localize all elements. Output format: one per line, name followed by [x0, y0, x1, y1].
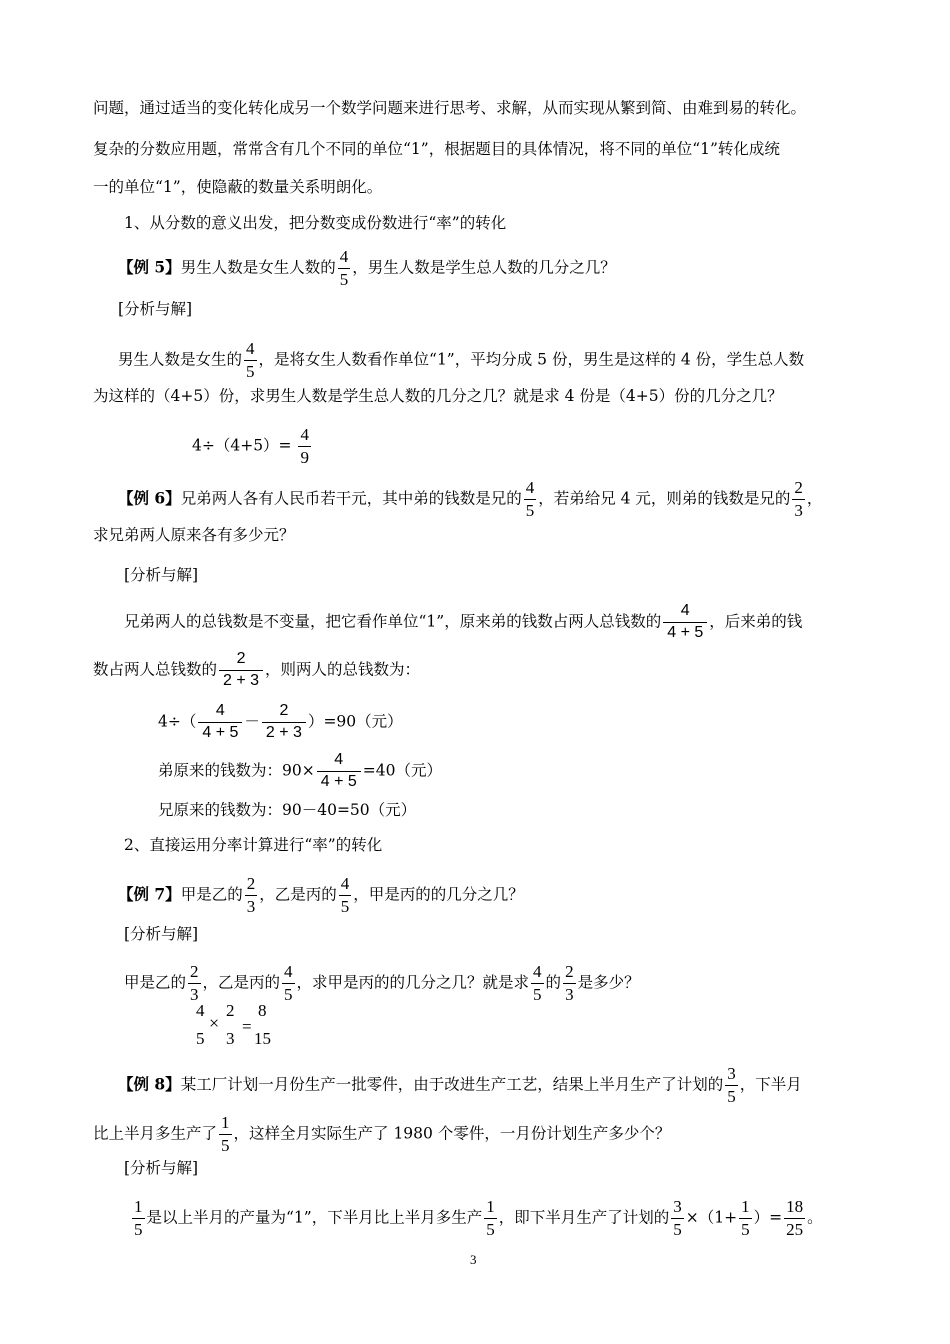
example-5-analysis-line-1: 男生人数是女生的 $\frac{4}{5}$ ，是将女生人数看作单位“1”，平均分成 5 份，男生是这样的 4 份，学生总人数 — [118, 339, 805, 381]
intro-line-3: 一的单位“1”，使隐蔽的数量关系明朗化。 — [93, 178, 383, 196]
example-6-question-line-2: 求兄弟两人原来各有多少元？ — [93, 526, 295, 544]
example-5-question: 【例 5】男生人数是女生人数的 $\frac{4}{5}$ ，男生人数是学生总人数的几分之几？ — [118, 247, 616, 289]
example-label: 【例 7】 — [118, 884, 181, 904]
fraction: $\frac{18}{25}$ — [786, 1197, 804, 1239]
example-label: 【例 6】 — [118, 488, 181, 508]
example-6-calculation-total: 4÷（ $\frac{4}{4 + 5}$ － $\frac{2}{2 + 3}$ ）=90（元） — [158, 702, 403, 741]
fraction: $\frac{4}{4 + 5}$ — [663, 603, 707, 642]
fraction: $\frac{2}{3}$ — [794, 478, 803, 520]
fraction: $\frac{2}{2 + 3}$ — [219, 651, 263, 690]
fraction: $\frac{4}{5}$ — [533, 962, 542, 1004]
fraction: $\frac{1}{5}$ — [134, 1197, 143, 1239]
example-8-question: 【例 8】某工厂计划一月份生产一批零件，由于改进生产工艺，结果上半月生产了计划的 $\frac{3}{5}$ ，下半月 — [118, 1064, 802, 1106]
example-6-calculation-younger: 弟原来的钱数为：90× $\frac{4}{4 + 5}$ =40（元） — [158, 751, 442, 790]
example-6-calculation-older: 兄原来的钱数为：90－40=50（元） — [158, 801, 417, 819]
example-label: 【例 5】 — [118, 257, 181, 277]
fraction: $\frac{1}{5}$ — [486, 1197, 495, 1239]
page-number: 3 — [470, 1252, 477, 1267]
example-8-question-line-2: 比上半月多生产了 $\frac{1}{5}$ ，这样全月实际生产了 1980 个零件，一月份计划生产多少个？ — [93, 1113, 671, 1155]
fraction: $\frac{1}{5}$ — [741, 1197, 750, 1239]
analysis-heading: [分析与解] — [124, 1159, 199, 1177]
fraction: $\frac{4}{9}$ — [300, 425, 309, 467]
fraction: $\frac{4}{4 + 5}$ — [198, 703, 242, 742]
fraction: $\frac{4}{5}$ — [525, 478, 535, 520]
fraction: $\frac{4}{5}$ — [246, 339, 255, 381]
example-7-question: 【例 7】甲是乙的 $\frac{2}{3}$ ，乙是丙的 $\frac{4}{5}$ ，甲是丙的的几分之几？ — [118, 874, 524, 916]
fraction: $\frac{2}{3}$ — [565, 962, 574, 1004]
fraction: $\frac{3}{5}$ — [727, 1064, 736, 1106]
example-5-calculation: 4÷（4+5）= $\frac{4}{9}$ — [192, 425, 309, 467]
analysis-heading: [分析与解] — [124, 925, 199, 943]
fraction: $\frac{4}{4 + 5}$ — [317, 752, 361, 791]
fraction: $\frac{1}{5}$ — [221, 1113, 230, 1155]
example-label: 【例 8】 — [118, 1074, 181, 1094]
example-7-analysis: 甲是乙的 $\frac{2}{3}$ ，乙是丙的 $\frac{4}{5}$ ，求甲是丙的的几分之几？就是求 $\frac{4}{5}$ 的 $\frac{2}{3}$ 是多少？ — [124, 962, 640, 1004]
fraction: $\frac{2}{3}$ — [190, 962, 199, 1004]
fraction: $\frac{4}{5}$ — [284, 962, 293, 1004]
fraction: $\frac{3}{5}$ — [673, 1197, 682, 1239]
example-5-analysis-line-2: 为这样的（4+5）份，求男生人数是学生总人数的几分之几？就是求 4 份是（4+5）份的几分之几？ — [93, 387, 783, 405]
example-6-question: 【例 6】兄弟两人各有人民币若干元，其中弟的钱数是兄的 $\frac{4}{5}$ ，若弟给兄 4 元，则弟的钱数是兄的 $\frac{2}{3}$ ， — [118, 478, 823, 520]
fraction: $\frac{2}{2 + 3}$ — [262, 703, 306, 742]
intro-line-1: 问题，通过适当的变化转化成另一个数学问题来进行思考、求解，从而实现从繁到简、由难到易的转化。 — [93, 99, 807, 117]
intro-line-2: 复杂的分数应用题，常常含有几个不同的单位“1”，根据题目的具体情况，将不同的单位“1”转化成统 — [93, 140, 780, 158]
analysis-heading: [分析与解] — [118, 300, 193, 318]
example-6-analysis-line-2: 数占两人总钱数的 $\frac{2}{2 + 3}$ ，则两人的总钱数为： — [93, 650, 421, 689]
example-8-analysis: $\frac{1}{5}$ 是以上半月的产量为“1”，下半月比上半月多生产 $\frac{1}{5}$ ，即下半月生产了计划的 $\frac{3}{5}$ ×（1+ $\frac{1}{5}$ ）= $\frac{18}{25}$ 。 — [134, 1197, 823, 1239]
example-7-calculation: 4 2 8 × = 5 3 15 — [196, 1001, 271, 1048]
analysis-heading: [分析与解] — [124, 566, 199, 584]
fraction: $\frac{2}{3}$ — [246, 874, 256, 916]
fraction: $\frac{4}{5}$ — [339, 247, 349, 289]
example-6-analysis-line-1: 兄弟两人的总钱数是不变量，把它看作单位“1”，原来弟的钱数占两人总钱数的 $\frac{4}{4 + 5}$ ，后来弟的钱 — [124, 602, 803, 641]
section-1-heading: 1、从分数的意义出发，把分数变成份数进行“率”的转化 — [124, 214, 507, 232]
section-2-heading: 2、直接运用分率计算进行“率”的转化 — [124, 836, 383, 854]
fraction: $\frac{4}{5}$ — [340, 874, 350, 916]
